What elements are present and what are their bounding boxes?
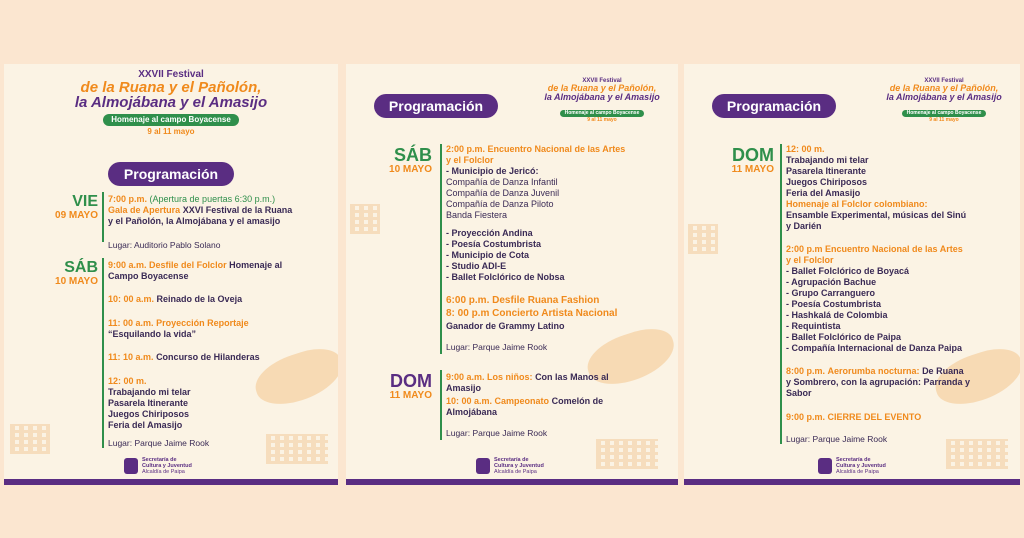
venue-label: Lugar: Parque Jaime Rook (786, 434, 888, 444)
event-list: - Proyección Andina - Poesía Costumbrista - Municipio de Cota - Studio ADI-E - Ballet Folclórico de Nobsa (446, 228, 565, 282)
programacion-heading: Programación (712, 94, 836, 118)
event-campeonato: 10: 00 a.m. Campeonato Comelón de Almojábana (446, 396, 604, 417)
event-noon: 12: 00 m. Trabajando mi telar Pasarela Itinerante Juegos Chiriposos Feria del Amasijo Homenaje al Folclor colombiano: Ensamble Experimental, músicas del Sinú y Darién (786, 144, 967, 231)
venue-label: Lugar: Auditorio Pablo Solano (108, 240, 221, 250)
programacion-heading: Programación (374, 94, 498, 118)
decorative-pattern (596, 439, 658, 469)
timeline-line (440, 144, 442, 354)
venue-label: Lugar: Parque Jaime Rook (446, 428, 548, 438)
panel-day2 (346, 64, 678, 485)
footer-logo: Secretaría de Cultura y Juventud Alcaldía de Paipa (476, 457, 544, 475)
festival-logo: XXVII Festival de la Ruana y el Pañolón, la Almojábana y el Amasijo Homenaje al campo Boyacense 9 al 11 mayo (886, 78, 1002, 123)
event-ninos: 9:00 a.m. Los niños: Con las Manos al Amasijo (446, 372, 609, 393)
timeline-line (102, 258, 104, 448)
decorative-pattern (946, 439, 1008, 469)
event-hilanderas: 11: 10 a.m. Concurso de Hilanderas (108, 352, 260, 362)
event-encuentro: 2:00 p.m. Encuentro Nacional de las Artes y el Folclor - Municipio de Jericó: Compañía de Danza Infantil Compañía de Danza Juvenil Compañía de Danza Piloto Banda Fiestera (446, 144, 626, 220)
day-label-sab: SÁB 10 MAYO (55, 259, 98, 287)
event-noon: 12: 00 m. Trabajando mi telar Pasarela Itinerante Juegos Chiriposos Feria del Amasijo (108, 376, 191, 430)
festival-logo: XXVII Festival de la Ruana y el Pañolón, la Almojábana y el Amasijo Homenaje al campo Boyacense 9 al 11 mayo (544, 78, 660, 123)
venue-label: Lugar: Parque Jaime Rook (446, 342, 548, 352)
event-fashion-concierto: 6:00 p.m. Desfile Ruana Fashion 8: 00 p.m Concierto Artista Nacional Ganador de Grammy Latino (446, 295, 618, 331)
event-reinado: 10: 00 a.m. Reinado de la Oveja (108, 294, 243, 304)
day-label-dom: DOM 11 MAYO (389, 371, 432, 401)
event-aerorumba: 8:00 p.m. Aerorumba nocturna: De Ruana y Sombrero, con la agrupación: Parranda y Sabor (786, 366, 971, 398)
day-label-sab: SÁB 10 MAYO (389, 145, 432, 175)
panel-day3 (684, 64, 1020, 485)
crest-icon (818, 458, 832, 474)
event-encuentro: 2:00 p.m Encuentro Nacional de las Artes y el Folclor - Ballet Folclórico de Boyacá - Agrupación Bachue - Grupo Carranguero - Poesía Costumbrista - Hashkalá de Colombia - Requintista - Ballet Folclórico de Paipa - Compañía Internacional de Danza Paipa (786, 244, 963, 353)
timeline-line (102, 192, 104, 242)
timeline-line (780, 144, 782, 444)
day-label-vie: VIE 09 MAYO (55, 193, 98, 221)
programacion-heading: Programación (108, 162, 234, 186)
footer-logo: Secretaría de Cultura y Juventud Alcaldía de Paipa (818, 457, 886, 475)
decorative-pattern (688, 224, 718, 254)
event-gala: 7:00 p.m. (Apertura de puertas 6:30 p.m.) Gala de Apertura XXVI Festival de la Ruana y el Pañolón, la Almojábana y el amasijo (108, 194, 293, 226)
decorative-pattern (266, 434, 328, 464)
panel-day1 (4, 64, 338, 485)
timeline-line (440, 370, 442, 440)
event-cierre: 9:00 p.m. CIERRE DEL EVENTO (786, 412, 922, 422)
event-proyeccion: 11: 00 a.m. Proyección Reportaje “Esquilando la vida” (108, 318, 249, 339)
event-desfile: 9:00 a.m. Desfile del Folclor Homenaje al Campo Boyacense (108, 260, 283, 281)
decorative-pattern (350, 204, 380, 234)
crest-icon (476, 458, 490, 474)
venue-label: Lugar: Parque Jaime Rook (108, 438, 210, 448)
festival-logo: XXVII Festival de la Ruana y el Pañolón, la Almojábana y el Amasijo Homenaje al campo Boyacense 9 al 11 mayo (74, 69, 268, 136)
footer-logo: Secretaría de Cultura y Juventud Alcaldía de Paipa (124, 457, 192, 475)
decorative-pattern (10, 424, 50, 454)
day-label-dom: DOM 11 MAYO (731, 145, 774, 175)
crest-icon (124, 458, 138, 474)
